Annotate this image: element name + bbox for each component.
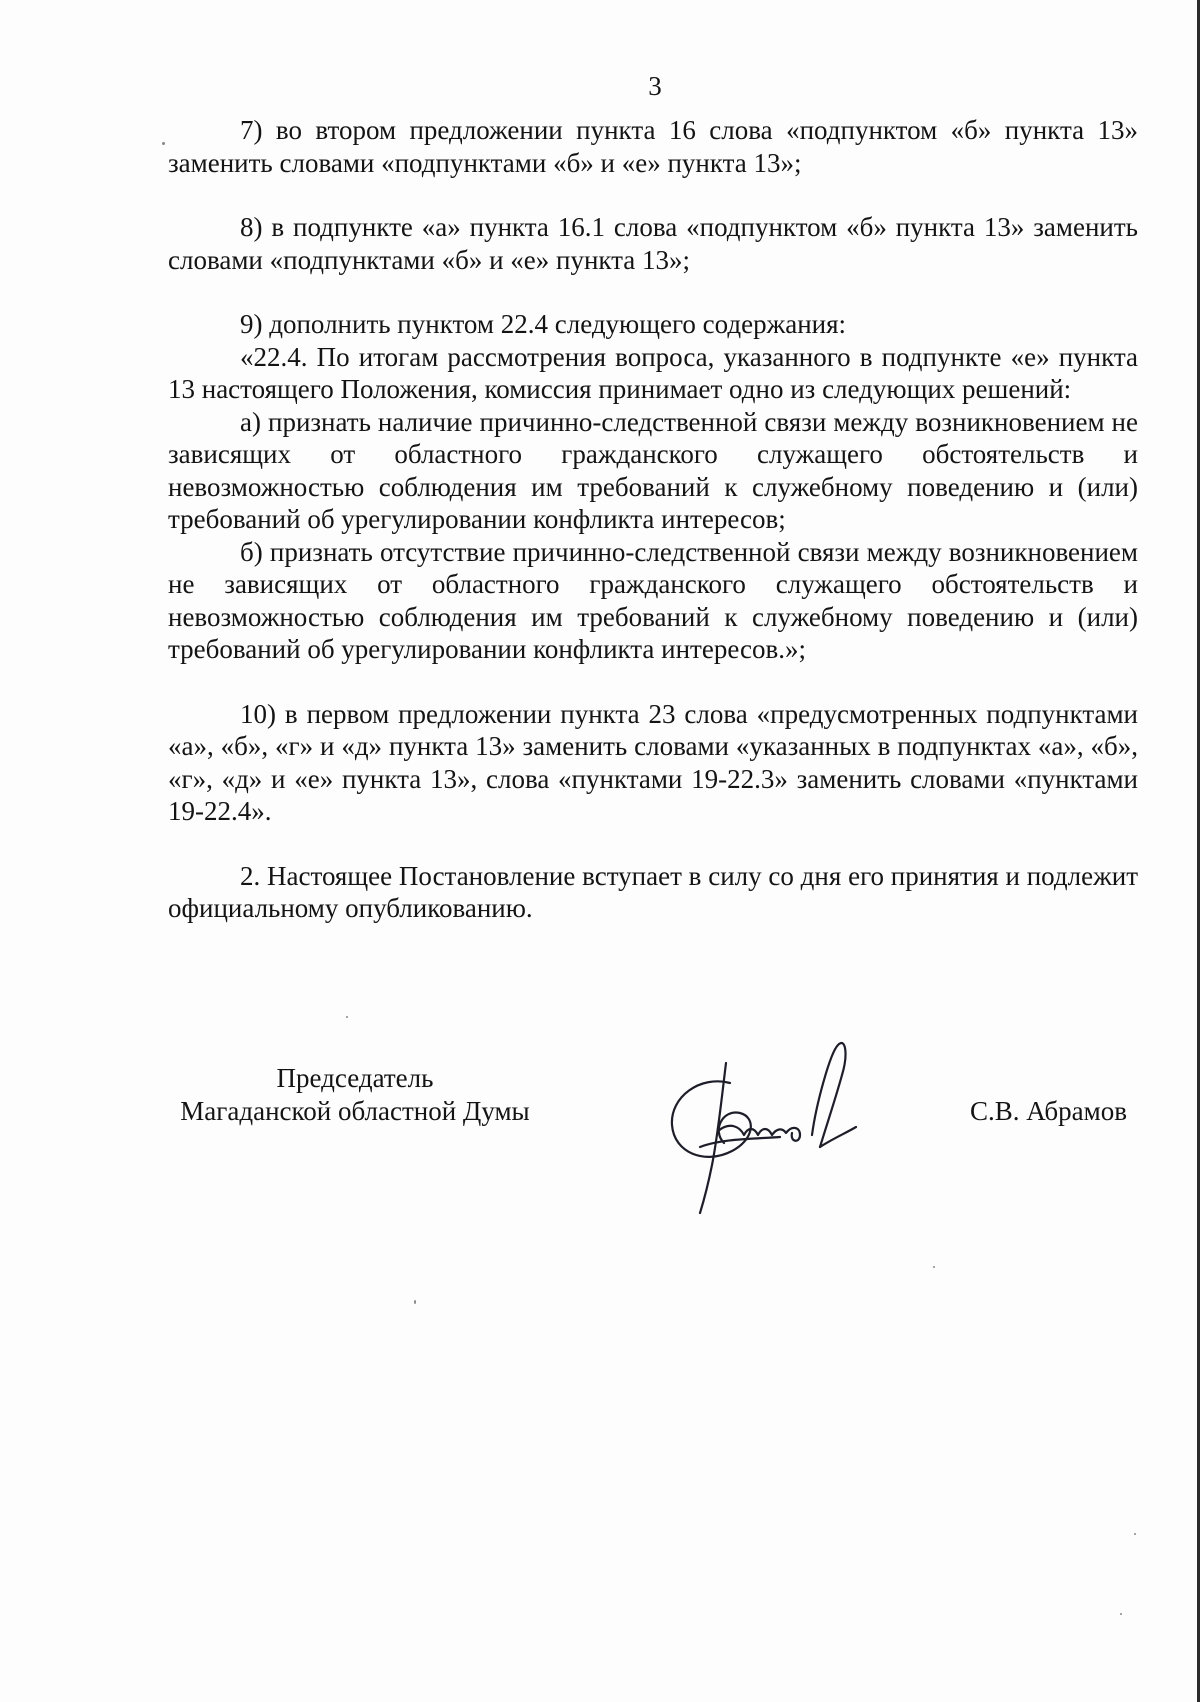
document-body xyxy=(168,114,1138,925)
signatory-title-line-1: Председатель xyxy=(276,1063,434,1093)
page-number: 3 xyxy=(648,71,662,101)
scan-speck xyxy=(933,1266,935,1268)
paragraph-subclause-a: а) признать наличие причинно-следственной связи между возникновением не зависящих от областного гражданского служащего обстоятельств и невозможностью соблюдения им требований к служебному поведению и (или) требований об урегулировании конфликта интересов; xyxy=(168,406,1138,534)
paragraph-item-8: 8) в подпункте «а» пункта 16.1 слова «подпунктом «б» пункта 13» заменить словами «подпунктами «б» и «е» пункта 13»; xyxy=(168,212,1138,275)
scan-speck xyxy=(1120,1613,1122,1615)
handwritten-signature xyxy=(660,1035,890,1215)
scan-speck xyxy=(414,1300,416,1304)
signatory-title xyxy=(160,1062,550,1128)
paragraph-item-9: 9) дополнить пунктом 22.4 следующего содержания: xyxy=(240,309,847,339)
scan-speck xyxy=(162,142,165,145)
paragraph-item-10: 10) в первом предложении пункта 23 слова «предусмотренных подпунктами «а», «б», «г» и «д» пункта 13» заменить словами «указанных в подпунктах «а», «б», «г», «д» и «е» пункта 13», слова «пунктами 19-22.3» заменить словами «пунктами 19-22.4». xyxy=(168,698,1138,826)
paragraph-section-2: 2. Настоящее Постановление вступает в силу со дня его принятия и подлежит официальному опубликованию. xyxy=(168,860,1138,923)
scan-speck xyxy=(346,1016,348,1018)
scan-speck xyxy=(1134,1533,1136,1535)
signatory-name: С.В. Абрамов xyxy=(970,1096,1127,1126)
paragraph-subclause-b: б) признать отсутствие причинно-следственной связи между возникновением не зависящих от областного гражданского служащего обстоятельств и невозможностью соблюдения им требований к служебному поведению и (или) требований об урегулировании конфликта интересов.»; xyxy=(168,536,1138,664)
paragraph-clause-22-4: «22.4. По итогам рассмотрения вопроса, указанного в подпункте «е» пункта 13 настоящего Положения, комиссия принимает одно из следующих решений: xyxy=(168,341,1138,404)
paragraph-item-7: 7) во втором предложении пункта 16 слова «подпунктом «б» пункта 13» заменить словами «подпунктами «б» и «е» пункта 13»; xyxy=(168,115,1138,178)
signature-block xyxy=(0,1060,1200,1220)
signatory-title-line-2: Магаданской областной Думы xyxy=(180,1096,530,1126)
